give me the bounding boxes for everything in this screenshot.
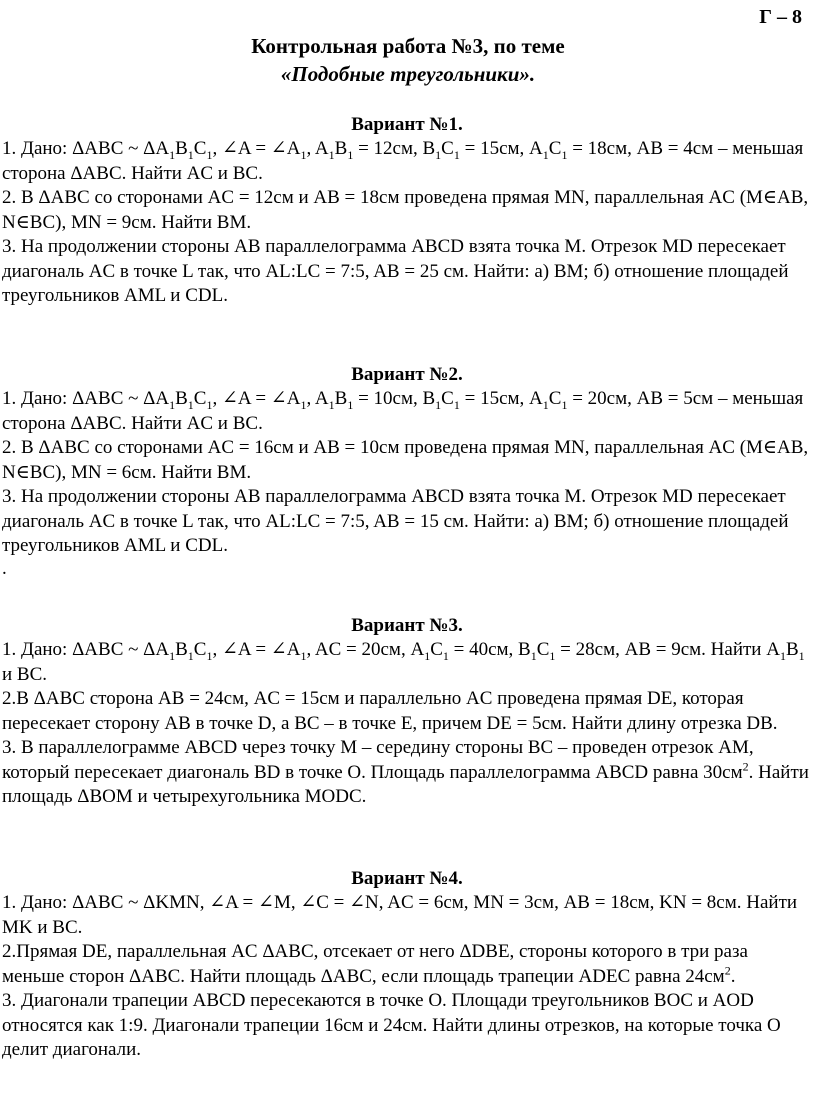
task-2: 2. В ΔABC со сторонами AC = 16см и AB = 10см проведена прямая MN, параллельная AC (M∈AB, N∈BC), MN = 6см. Найти BM.	[2, 437, 809, 483]
task-1: 1. Дано: ΔABC ~ $\Delta A_1B_1C_1$, ∠A = $\angle A_1$, AC = 20см, $A_1C_1 = 40см$, $B_1C_1 = 28см$, AB = 9см. Найти $A_1B_1$ и BC.	[2, 639, 805, 685]
task-3: 3. Диагонали трапеции ABCD пересекаются в точке O. Площади треугольников BOC и AOD относятся как 1:9. Диагонали трапеции 16см и 24см. Найти длины отрезков, на которые точка O делит диагонали.	[2, 990, 781, 1060]
task-3: 3. На продолжении стороны AB параллелограмма ABCD взята точка M. Отрезок MD пересекает диагональ AC в точке L так, что AL:LC = 7:5, AB = 15 см. Найти: а) BM; б) отношение площадей треугольников AML и CDL.	[2, 486, 789, 556]
variant-4	[2, 867, 812, 1063]
task-2: 2.Прямая DE, параллельная AC ΔABC, отсекает от него ΔDBE, стороны которого в три раза меньше сторон ΔABC. Найти площадь ΔABC, если площадь трапеции ADEC равна $24см^2$.	[2, 941, 748, 987]
corner-label: Г – 8	[759, 6, 802, 28]
trailing-dot: .	[2, 557, 7, 579]
variant-2	[2, 363, 812, 579]
variant-heading: Вариант №4.	[351, 868, 463, 889]
variant-heading: Вариант №3.	[351, 615, 463, 636]
task-1: 1. Дано: ΔABC ~ $\Delta A_1B_1C_1$, ∠A = $\angle A_1$, $A_1B_1 = 12см$, $B_1C_1 = 15см$, $A_1C_1 = 18см$, AB = 4см – меньшая сторона ΔABC. Найти AC и BC.	[2, 138, 804, 184]
variant-1	[2, 113, 812, 309]
variant-3	[2, 614, 812, 810]
task-1: 1. Дано: ΔABC ~ $\Delta A_1B_1C_1$, ∠A = $\angle A_1$, $A_1B_1 = 10см$, $B_1C_1 = 15см$, $A_1C_1 = 20см$, AB = 5см – меньшая сторона ΔABC. Найти AC и BC.	[2, 388, 804, 434]
task-3: 3. На продолжении стороны AB параллелограмма ABCD взята точка M. Отрезок MD пересекает диагональ AC в точке L так, что AL:LC = 7:5, AB = 25 см. Найти: а) BM; б) отношение площадей треугольников AML и CDL.	[2, 236, 789, 306]
task-2: 2.В ΔABC сторона AB = 24см, AC = 15см и параллельно AC проведена прямая DE, которая пересекает сторону AB в точке D, а BC – в точке E, причем DE = 5см. Найти длину отрезка DB.	[2, 688, 778, 734]
variant-heading: Вариант №1.	[351, 114, 463, 135]
page-subtitle: «Подобные треугольники».	[280, 62, 536, 86]
task-3: 3. В параллелограмме ABCD через точку M – середину стороны BC – проведен отрезок AM, который пересекает диагональ BD в точке O. Площадь параллелограмма ABCD равна $30см^2$. Найти площадь ΔBOM и четырехугольника MODC.	[2, 737, 809, 807]
variant-heading: Вариант №2.	[351, 364, 463, 385]
task-2: 2. В ΔABC со сторонами AC = 12см и AB = 18см проведена прямая MN, параллельная AC (M∈AB, N∈BC), MN = 9см. Найти BM.	[2, 187, 809, 233]
page-title: Контрольная работа №3, по теме	[251, 34, 565, 58]
task-1: 1. Дано: ΔABC ~ ΔKMN, ∠A = ∠M, ∠C = ∠N, AC = 6см, MN = 3см, AB = 18см, KN = 8см. Найти MK и BC.	[2, 892, 798, 938]
